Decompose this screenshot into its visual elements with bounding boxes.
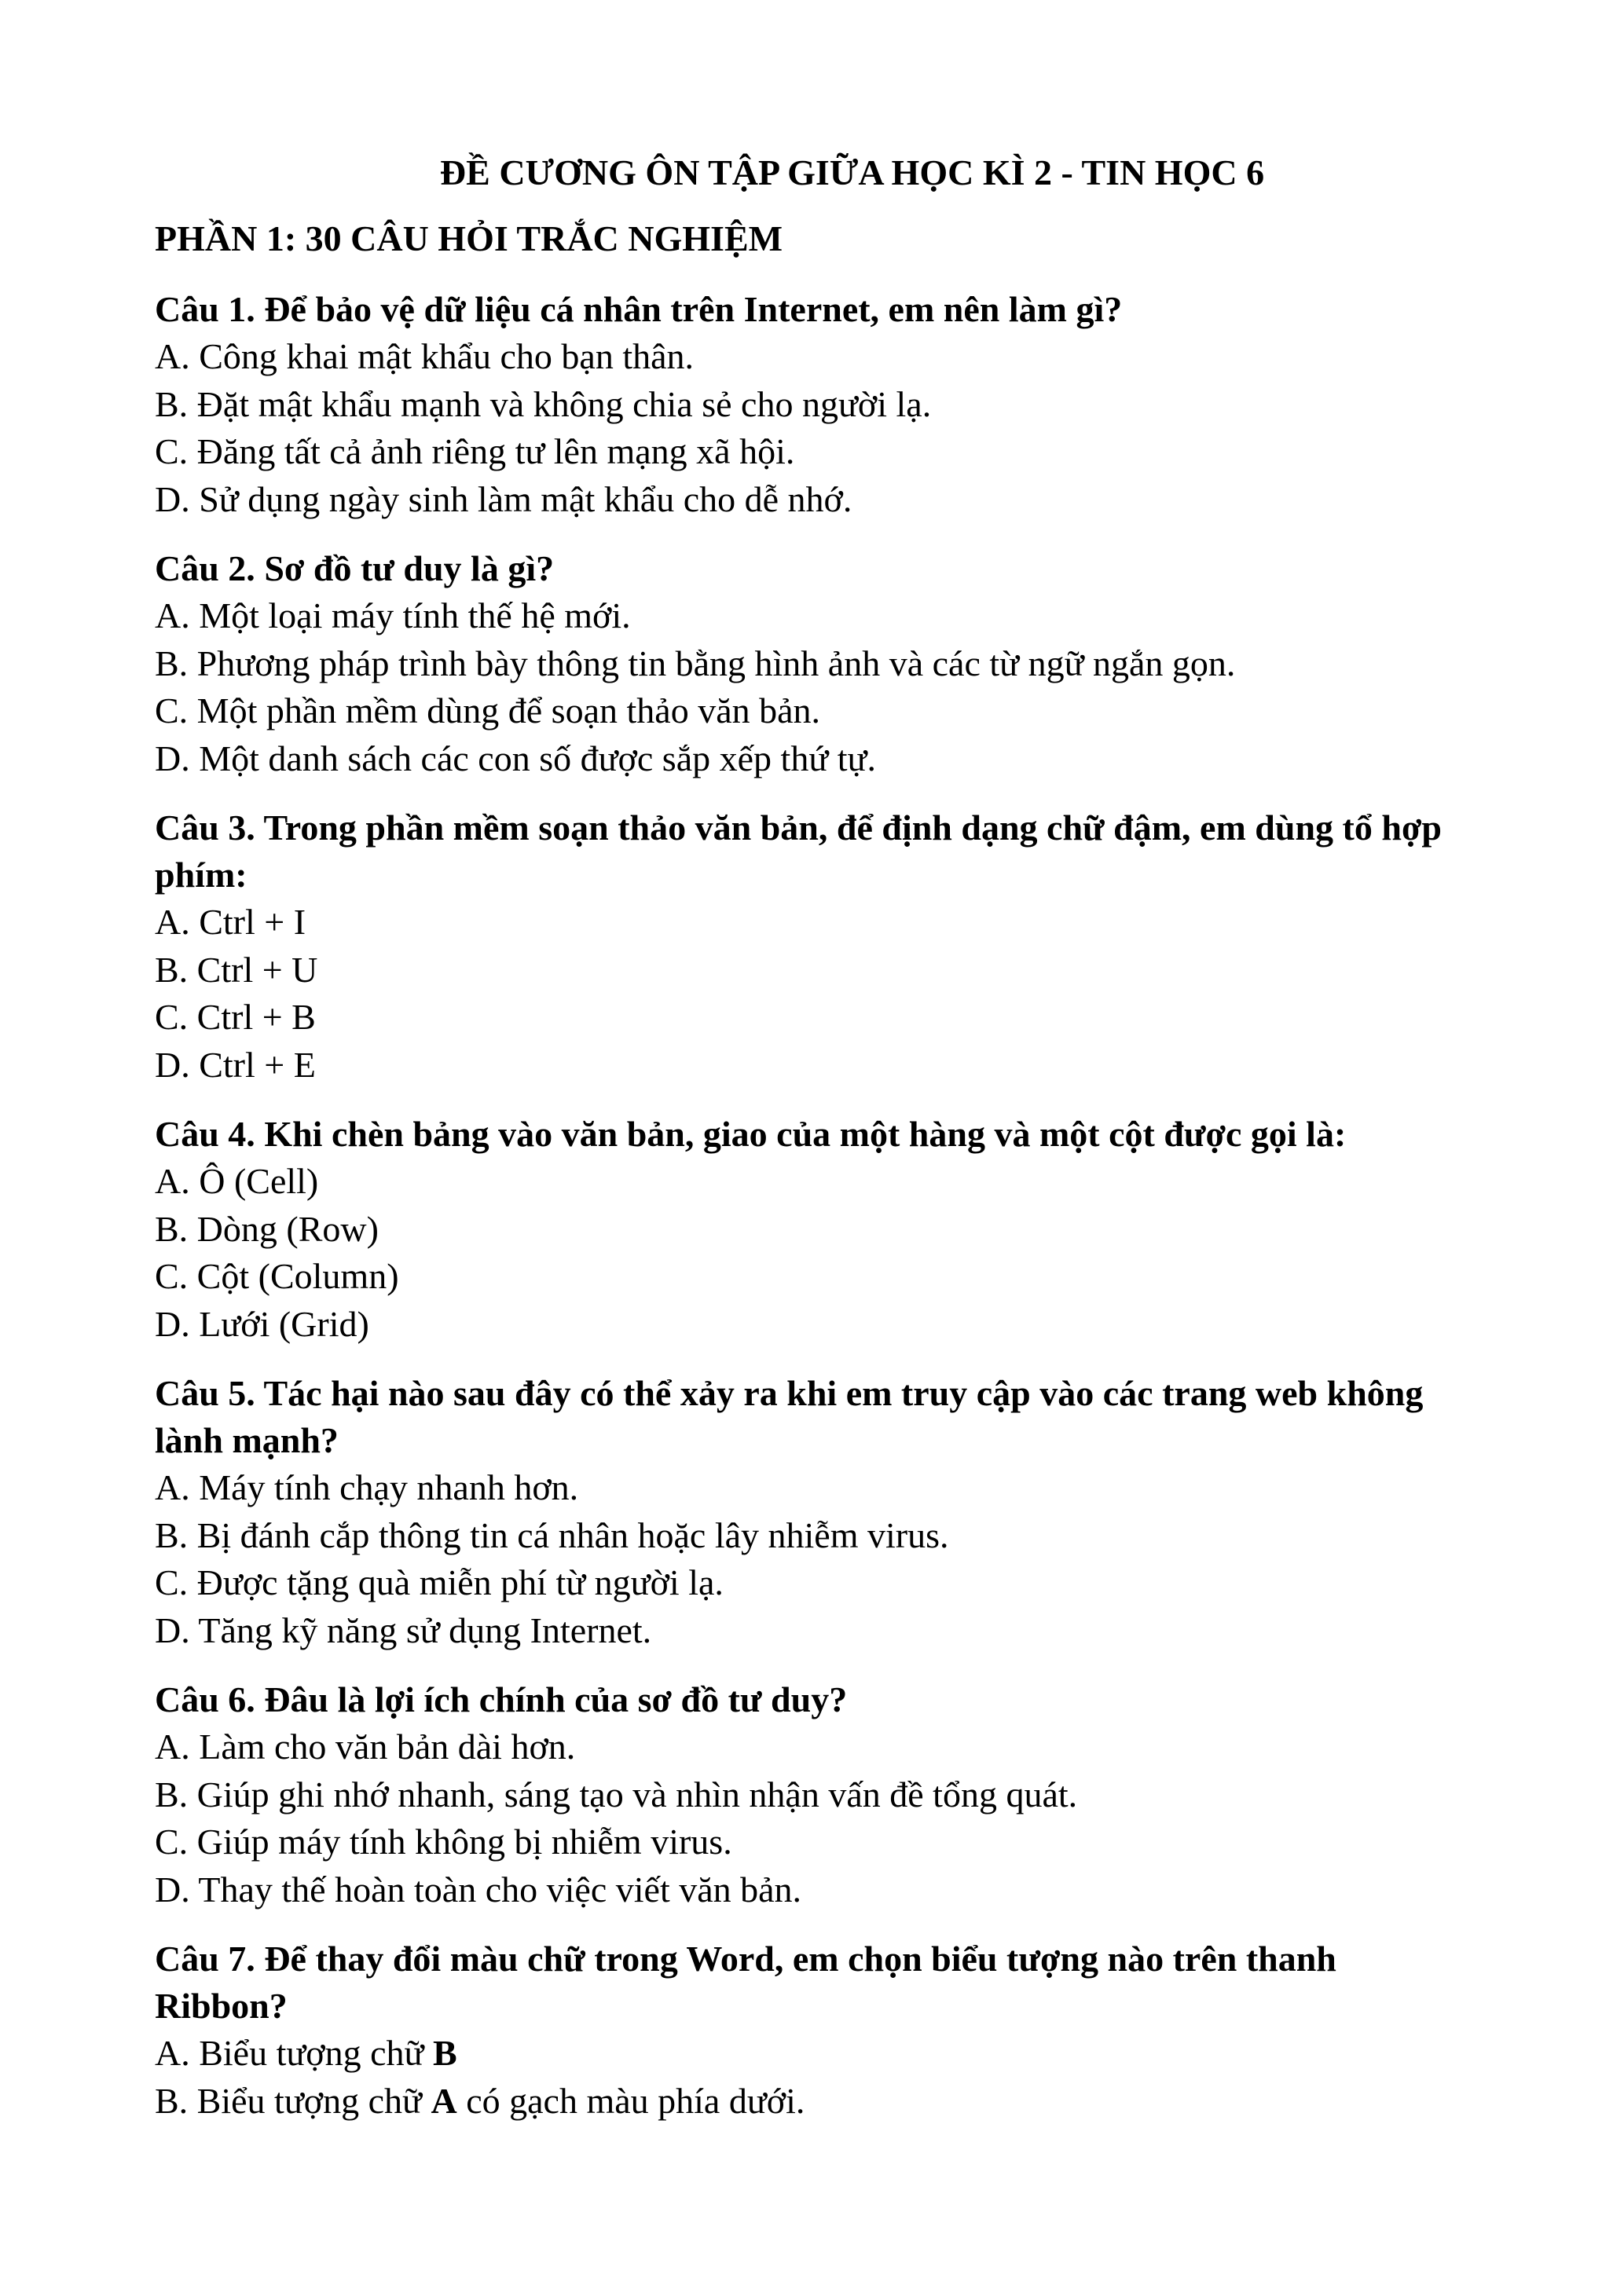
- option-c: C. Cột (Column): [155, 1256, 399, 1296]
- option-a: A. Ctrl + I: [155, 902, 306, 942]
- question-text: Đâu là lợi ích chính của sơ đồ tư duy?: [264, 1679, 848, 1719]
- option-bold-letter: A: [431, 2080, 457, 2121]
- question-heading: [155, 1935, 1475, 2030]
- question-text: Sơ đồ tư duy là gì?: [264, 548, 555, 588]
- option-d: D. Sử dụng ngày sinh làm mật khẩu cho dễ nhớ.: [155, 478, 852, 519]
- question-5: [155, 1370, 1475, 1654]
- option-text: A. Biểu tượng chữ: [155, 2033, 433, 2073]
- option-d: D. Một danh sách các con số được sắp xếp thứ tự.: [155, 738, 876, 778]
- question-1: [155, 286, 1475, 523]
- option-c: C. Một phần mềm dùng để soạn thảo văn bản.: [155, 690, 821, 731]
- question-heading: [155, 286, 1475, 333]
- option-c: C. Giúp máy tính không bị nhiễm virus.: [155, 1822, 732, 1862]
- option-text-suffix: có gạch màu phía dưới.: [456, 2080, 805, 2121]
- option-a: A. Một loại máy tính thế hệ mới.: [155, 595, 631, 635]
- option-d: D. Thay thế hoàn toàn cho việc viết văn bản.: [155, 1869, 802, 1910]
- option-b: [155, 2078, 1475, 2126]
- question-6: [155, 1676, 1475, 1913]
- option-b: B. Bị đánh cắp thông tin cá nhân hoặc lây nhiễm virus.: [155, 1514, 949, 1555]
- option-a: A. Ô (Cell): [155, 1161, 319, 1201]
- question-number: Câu 6.: [155, 1679, 255, 1719]
- option-b: B. Phương pháp trình bày thông tin bằng hình ảnh và các từ ngữ ngắn gọn.: [155, 643, 1236, 683]
- option-a: A. Máy tính chạy nhanh hơn.: [155, 1467, 579, 1507]
- option-c: C. Đăng tất cả ảnh riêng tư lên mạng xã hội.: [155, 431, 795, 471]
- option-a: [155, 2030, 1475, 2078]
- question-number: Câu 2.: [155, 548, 255, 588]
- option-b: B. Giúp ghi nhớ nhanh, sáng tạo và nhìn nhận vấn đề tổng quát.: [155, 1774, 1078, 1814]
- question-4: [155, 1111, 1475, 1348]
- option-c: C. Được tặng quà miễn phí từ người lạ.: [155, 1562, 724, 1602]
- question-7: [155, 1935, 1475, 2125]
- question-heading: [155, 1111, 1475, 1158]
- question-3: [155, 804, 1475, 1089]
- question-heading: [155, 804, 1475, 899]
- question-text: Để thay đổi màu chữ trong Word, em chọn biểu tượng nào trên thanh Ribbon?: [155, 1939, 1336, 2026]
- question-text: Trong phần mềm soạn thảo văn bản, để định dạng chữ đậm, em dùng tổ hợp phím:: [155, 807, 1442, 895]
- question-number: Câu 4.: [155, 1114, 255, 1154]
- option-a: A. Công khai mật khẩu cho bạn thân.: [155, 336, 695, 376]
- question-heading: [155, 1370, 1475, 1464]
- question-text: Khi chèn bảng vào văn bản, giao của một hàng và một cột được gọi là:: [264, 1114, 1347, 1154]
- option-c: C. Ctrl + B: [155, 997, 316, 1037]
- document-page: [155, 149, 1475, 2147]
- question-number: Câu 5.: [155, 1373, 255, 1413]
- option-b: B. Ctrl + U: [155, 949, 318, 990]
- question-text: Tác hại nào sau đây có thể xảy ra khi em truy cập vào các trang web không lành mạnh?: [155, 1373, 1424, 1460]
- option-b: B. Đặt mật khẩu mạnh và không chia sẻ cho người lạ.: [155, 383, 932, 424]
- option-d: D. Ctrl + E: [155, 1044, 316, 1085]
- question-number: Câu 1.: [155, 289, 255, 329]
- question-2: [155, 545, 1475, 782]
- option-d: D. Tăng kỹ năng sử dụng Internet.: [155, 1609, 652, 1650]
- option-a: A. Làm cho văn bản dài hơn.: [155, 1727, 576, 1767]
- question-number: Câu 7.: [155, 1939, 255, 1979]
- question-number: Câu 3.: [155, 807, 255, 848]
- option-bold-letter: B: [432, 2033, 457, 2073]
- question-text: Để bảo vệ dữ liệu cá nhân trên Internet, em nên làm gì?: [264, 289, 1123, 329]
- option-b: B. Dòng (Row): [155, 1208, 379, 1249]
- document-title: ĐỀ CƯƠNG ÔN TẬP GIỮA HỌC KÌ 2 - TIN HỌC 6: [439, 152, 1265, 192]
- section-title: PHẦN 1: 30 CÂU HỎI TRẮC NGHIỆM: [155, 218, 783, 258]
- option-text: B. Biểu tượng chữ: [155, 2080, 431, 2121]
- question-heading: [155, 545, 1475, 592]
- question-heading: [155, 1676, 1475, 1723]
- option-d: D. Lưới (Grid): [155, 1303, 369, 1344]
